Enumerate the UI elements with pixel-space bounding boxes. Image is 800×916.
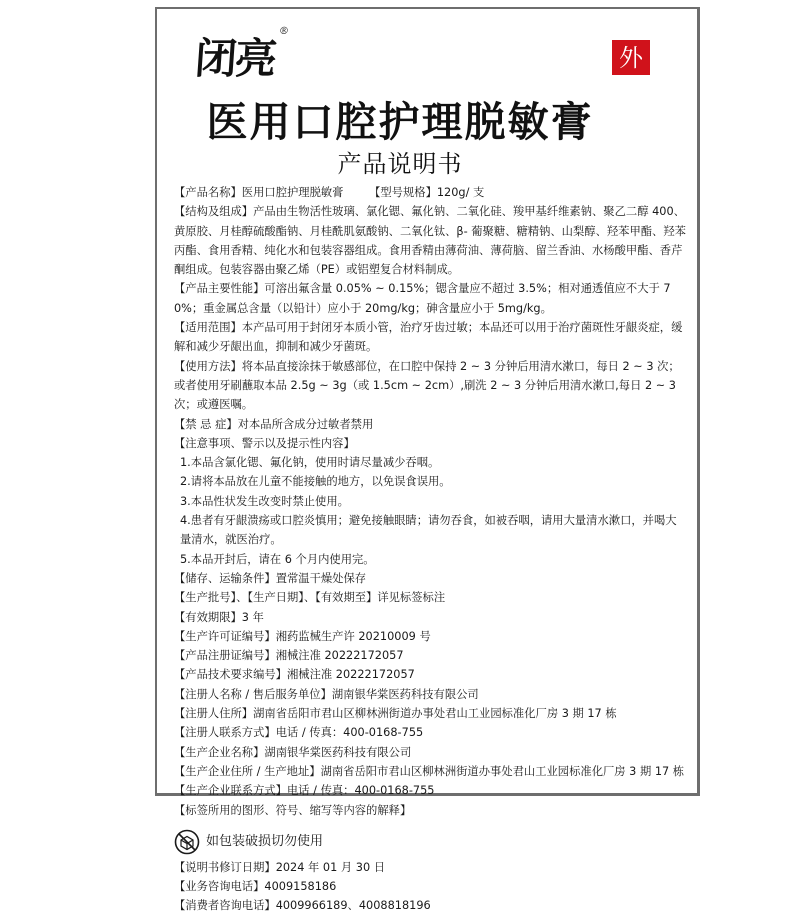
external-use-badge: 外	[612, 40, 650, 75]
field-label: 【有效期限】	[174, 610, 242, 624]
registrant-contact-row	[174, 723, 686, 742]
brand-name: 闭亮	[193, 34, 277, 83]
product-title: 医用口腔护理脱敏膏	[206, 98, 594, 146]
field-label: 【产品主要性能】	[174, 282, 265, 296]
registrant-row	[174, 685, 686, 704]
field-label: 【产品名称】	[174, 186, 242, 199]
field-label: 【注册人名称 / 售后服务单位】	[174, 687, 332, 701]
field-value: 可溶出氟含量 0.05% ~ 0.15%；锶含量应不超过 3.5%；相对通透值应不大于 70%；重金属总含量（以铅计）应小于 20mg/kg；砷含量应小于 5mg/kg。	[174, 282, 671, 315]
field-value: 湘械注准 20222172057	[286, 668, 415, 682]
product-name-row	[174, 183, 686, 202]
scope-row	[174, 318, 686, 357]
field-label: 【业务咨询电话】	[174, 880, 265, 894]
license-row	[174, 627, 686, 646]
field-value: 2024 年 01 月 30 日	[275, 860, 386, 874]
field-label: 【生产企业住所 / 生产地址】	[174, 764, 321, 778]
field-label: 【禁 忌 症】	[174, 417, 238, 431]
note-item: 2.请将本品放在儿童不能接触的地方，以免误食误用。	[180, 475, 451, 489]
damaged-package-icon	[174, 829, 200, 855]
field-label: 【产品技术要求编号】	[174, 668, 287, 682]
manufacturer-row	[174, 743, 686, 762]
warning-text: 如包装破损切勿使用	[206, 834, 324, 850]
field-label: 【型号规格】	[369, 186, 437, 199]
field-value: 湖南银华棠医药科技有限公司	[264, 745, 412, 759]
business-phone-row	[174, 877, 686, 896]
composition-row	[174, 202, 686, 279]
note-item: 4.患者有牙龈溃疡或口腔炎慎用；避免接触眼睛；请勿吞食，如被吞咽，请用大量清水漱口，并喝大量清水，就医治疗。	[180, 514, 677, 547]
field-value: 湖南省岳阳市君山区柳林洲街道办事处君山工业园标准化厂房 3 期 17 栋	[320, 764, 685, 778]
field-label: 【使用方法】	[174, 359, 242, 373]
performance-row	[174, 279, 686, 318]
field-label: 【产品注册证编号】	[174, 649, 276, 663]
validity-row	[174, 608, 686, 627]
field-label: 【结构及组成】	[174, 205, 254, 219]
field-label: 【适用范围】	[174, 321, 242, 335]
field-value: 电话 / 传真：400-0168-755	[286, 784, 435, 798]
field-label: 【生产企业联系方式】	[174, 784, 287, 798]
consumer-phone-row	[174, 896, 686, 915]
usage-row	[174, 357, 686, 415]
field-value: 本产品可用于封闭牙本质小管，治疗牙齿过敏；本品还可以用于治疗菌斑性牙龈炎症，缓解和减少牙龈出血，抑制和减少牙菌斑。	[174, 321, 683, 354]
damaged-package-warning	[174, 829, 686, 855]
document-subtitle: 产品说明书	[337, 150, 463, 178]
field-label: 【消费者咨询电话】	[174, 899, 276, 913]
field-value: 湖南省岳阳市君山区柳林洲街道办事处君山工业园标准化厂房 3 期 17 栋	[253, 707, 617, 721]
field-value: 湘械注准 20222172057	[275, 649, 404, 663]
field-label: 【注册人联系方式】	[174, 726, 276, 740]
manufacturer-contact-row	[174, 781, 686, 800]
field-label: 【说明书修订日期】	[174, 860, 276, 874]
batch-row: 【生产批号】、【生产日期】、【有效期至】详见标签标注	[174, 591, 446, 605]
symbols-heading: 【标签所用的图形、符号、缩写等内容的解释】	[174, 803, 412, 817]
tech-requirement-row	[174, 665, 686, 684]
field-value: 湖南银华棠医药科技有限公司	[331, 687, 479, 701]
field-value: 置常温干燥处保存	[275, 571, 367, 585]
field-label: 【注册人住所】	[174, 707, 254, 721]
field-value: 湘药监械生产许 20210009 号	[275, 629, 431, 643]
field-value: 医用口腔护理脱敏膏	[241, 186, 344, 199]
manufacturer-address-row	[174, 762, 686, 781]
field-label: 【储存、运输条件】	[174, 571, 276, 585]
note-item: 1.本品含氯化锶、氟化钠，使用时请尽量减少吞咽。	[180, 456, 440, 470]
field-value: 将本品直接涂抹于敏感部位，在口腔中保持 2 ~ 3 分钟后用清水漱口，每日 2 ~ 3 次；或者使用牙刷蘸取本品 2.5g ~ 3g（或 1.5cm ~ 2cm）,刷洗 2 ~ 3 分钟后用清水漱口,每日 2 ~ 3 次；或遵医嘱。	[174, 359, 680, 412]
storage-row	[174, 569, 686, 588]
contraindication-row	[174, 415, 686, 434]
field-label: 【生产企业名称】	[174, 745, 265, 759]
note-item: 3.本品性状发生改变时禁止使用。	[180, 494, 349, 508]
field-value: 120g/ 支	[436, 186, 485, 199]
registration-row	[174, 646, 686, 665]
brand-logo	[193, 26, 288, 83]
field-value: 电话 / 传真：400-0168-755	[275, 726, 424, 740]
field-value: 4009158186	[264, 880, 337, 894]
field-value: 产品由生物活性玻璃、氯化锶、氟化钠、二氧化硅、羧甲基纤维素钠、聚乙二醇 400、黄原胶、月桂醇硫酸酯钠、月桂酰肌氨酸钠、二氧化钛、β- 葡聚糖、糖精钠、山梨醇、羟苯甲酯、羟苯丙酯、食用香精、纯化水和包装容器组成。食用香精由薄荷油、薄荷脑、留兰香油、水杨酸甲酯、香芹酮组成。包装容器由聚乙烯（PE）或铝塑复合材料制成。	[174, 205, 686, 277]
note-item: 5.本品开封后，请在 6 个月内使用完。	[180, 552, 375, 566]
field-value: 4009966189、4008818196	[275, 899, 431, 913]
field-value: 对本品所含成分过敏者禁用	[237, 417, 374, 431]
field-label: 【生产许可证编号】	[174, 629, 276, 643]
registrant-address-row	[174, 704, 686, 723]
field-value: 3 年	[241, 610, 264, 624]
leaflet-body	[174, 183, 686, 916]
registered-mark: ®	[278, 26, 288, 37]
notes-heading: 【注意事项、警示以及提示性内容】	[174, 436, 355, 450]
revision-date-row	[174, 858, 686, 877]
